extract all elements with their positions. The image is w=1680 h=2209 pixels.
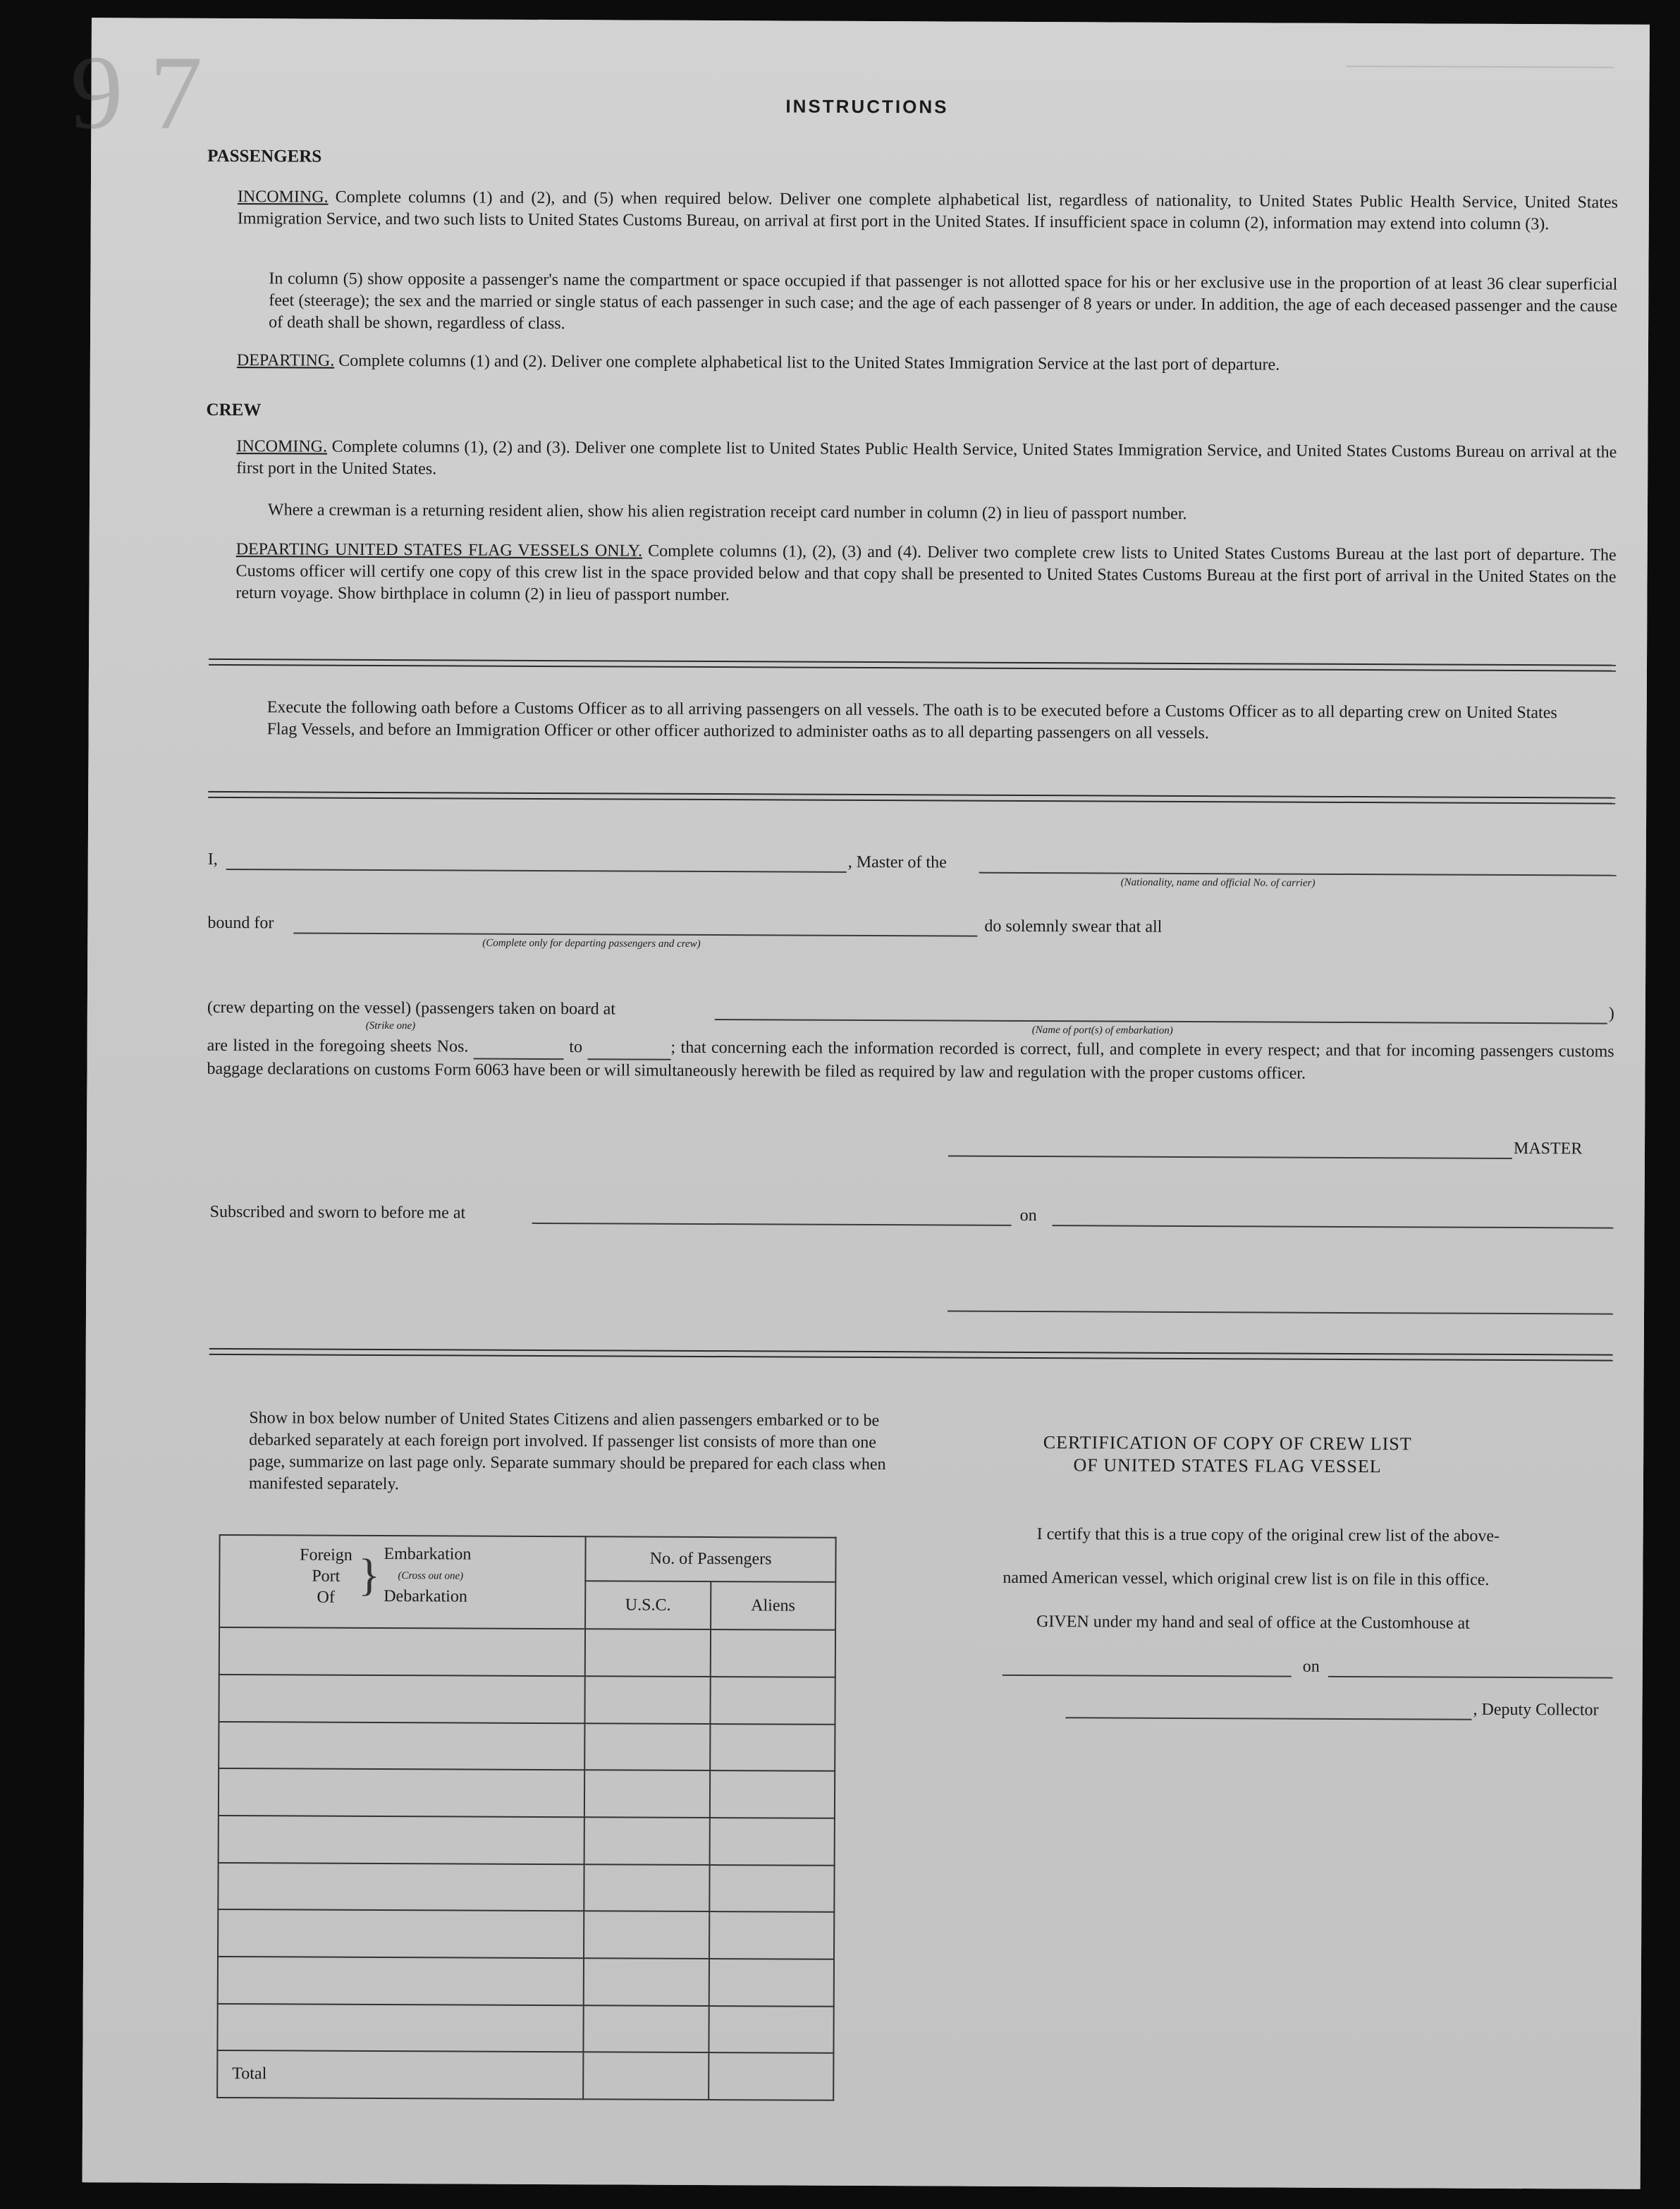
port-cell[interactable] [219,1768,585,1817]
swear-text: do solemnly swear that all [984,917,1163,936]
bleed-through-header [1346,66,1614,160]
port-label [298,1544,354,1608]
master-name-field[interactable] [226,869,847,873]
certification-on-label: on [1302,1657,1320,1676]
listed-text-a: are listed in the foregoing sheets Nos. [207,1036,469,1056]
passengers-incoming-text: Complete columns (1) and (2), and (5) when required below. Deliver one complete alphabetical list, regardless of nationality, to United States Public Health Service, United States Immigration Service, and two such lists to United States Customs Bureau, on arrival at first port in the United States. If insufficient space in column (2), information may extend into column (3). [237,188,1618,234]
aliens-cell[interactable] [709,1911,835,1959]
officer-signature-field[interactable] [948,1310,1613,1314]
passengers-heading: PASSENGERS [207,146,322,166]
usc-cell[interactable] [585,1676,711,1723]
divider [208,797,1615,804]
no-passengers-header: No. of Passengers [586,1536,836,1582]
aliens-cell[interactable] [709,1818,835,1865]
crew-heading: CREW [206,400,262,420]
listed-to-label: to [569,1038,583,1057]
aliens-cell[interactable] [709,1959,834,2006]
page-title: INSTRUCTIONS [785,95,949,118]
foreign-label: Foreign [300,1546,352,1565]
port-cell[interactable] [218,1909,584,1958]
summary-text: Show in box below number of United States Citizens and alien passengers embarked or to be debarked separately at each foreign port involved. If passenger list consists of more than one page, summarize on last page only. Separate summary should be prepared for each class when manifested separately. [248,1409,886,1494]
usc-total-cell[interactable] [583,2052,709,2100]
sworn-on-label: on [1019,1206,1037,1225]
nationality-hint: (Nationality, name and official No. of carrier) [1120,876,1316,889]
port-header-cell [219,1535,586,1629]
subscribed-text: Subscribed and sworn to before me at [209,1202,466,1223]
crew-incoming-label: INCOMING. [236,437,328,456]
brace-icon: } [358,1549,381,1600]
bound-for-hint: (Complete only for departing passengers and crew) [482,937,701,950]
total-label: Total [217,2050,584,2099]
port-cell[interactable] [219,1627,586,1676]
listed-paragraph [207,1035,1614,1087]
usc-cell[interactable] [584,2005,709,2052]
document-sheet [70,18,1650,2189]
sheet-to-field[interactable] [587,1036,670,1060]
usc-cell[interactable] [584,1911,709,1958]
certification-line-3: GIVEN under my hand and seal of office at the Customhouse at [1036,1613,1470,1633]
port-cell[interactable] [218,1957,584,2005]
deputy-signature-field[interactable] [1065,1717,1471,1720]
crew-incoming-text: Complete columns (1), (2) and (3). Deliver one complete list to United States Public Health Service, United States Immigration Service, and United States Customs Bureau on arrival at the first port in the United States. [236,437,1617,479]
certification-line-2: named American vessel, which original crew list is on file in this office. [1003,1568,1490,1589]
aliens-cell[interactable] [709,2006,834,2053]
passengers-departing-text: Complete columns (1) and (2). Deliver one complete alphabetical list to the United States Immigration Service at the last port of departure. [338,351,1280,374]
crew-passengers-text: (crew departing on the vessel) (passengers taken on board at [207,998,616,1019]
master-label: MASTER [1513,1139,1583,1158]
customhouse-field[interactable] [1003,1675,1292,1677]
listed-text-b: ; that concerning each the information recorded is correct, full, and complete in every respect; and that for incoming passengers customs baggage declarations on customs Form 6063 have been or will simultaneously herewith be filed as required by law and regulation with the proper customs officer. [207,1038,1614,1083]
crew-departing-text: Complete columns (1), (2), (3) and (4). Deliver two complete crew lists to United States Customs Bureau at the last port of departure. The Customs officer will certify one copy of this crew list in the space provided below and that copy shall be presented to United States Customs Bureau at the first port of arrival in the United States on the return voyage. Show birthplace in column (2) in lieu of passport number. [235,541,1617,605]
usc-cell[interactable] [584,1958,709,2005]
aliens-cell[interactable] [710,1677,835,1724]
embarkation-port-field[interactable] [715,1019,1607,1024]
aliens-header: Aliens [711,1581,836,1630]
passengers-departing [237,350,1617,378]
port-cell[interactable] [219,1816,585,1864]
sworn-place-field[interactable] [532,1223,1012,1226]
aliens-cell[interactable] [710,1770,835,1818]
crew-resident-text: Where a crewman is a returning resident alien, show his alien registration receipt card number in column (2) in lieu of passport number. [267,501,1187,523]
usc-cell[interactable] [584,1864,710,1911]
port-cell[interactable] [219,1675,585,1723]
debarkation-label: Debarkation [384,1587,467,1606]
certification-heading-2: OF UNITED STATES FLAG VESSEL [1073,1455,1382,1477]
port-hint: (Name of port(s) of embarkation) [1031,1024,1173,1036]
sheet-from-field[interactable] [474,1036,564,1060]
certification-line-1: I certify that this is a true copy of the original crew list of the above- [1036,1525,1500,1546]
passengers-incoming [238,186,1618,236]
aliens-cell[interactable] [710,1724,835,1771]
close-paren: ) [1608,1004,1614,1023]
port-word-label: Port [312,1567,341,1586]
passengers-departing-label: DEPARTING. [236,351,335,370]
usc-header: U.S.C. [585,1581,711,1630]
divider [209,664,1616,672]
crew-departing [235,539,1616,611]
divider [209,1354,1613,1361]
certification-heading-1: CERTIFICATION OF COPY OF CREW LIST [1043,1432,1412,1455]
passengers-column5-text: In column (5) show opposite a passenger's name the compartment or space occupied if that passenger is not allotted space for his or her exclusive use in the proportion of at least 36 clear superficial feet (steerage); the sex and the married or single status of each passenger in such case; and the age of each passenger of 8 years or under. In addition, the age of each deceased passenger and the cause of death shall be shown, regardless of class. [269,269,1618,334]
crew-incoming [236,436,1617,486]
certification-date-field[interactable] [1328,1676,1613,1679]
bound-for-label: bound for [207,913,274,933]
bleed-through-mark: 9 7 [70,34,203,152]
aliens-cell[interactable] [709,1865,835,1912]
strike-one-hint: (Strike one) [365,1020,416,1032]
passengers-incoming-label: INCOMING. [237,188,329,207]
of-label: Of [317,1588,335,1607]
embarkation-label: Embarkation [384,1545,472,1564]
deputy-collector-label: , Deputy Collector [1473,1700,1599,1720]
carrier-field[interactable] [979,872,1617,876]
usc-cell[interactable] [585,1629,711,1676]
oath-i-label: I, [207,850,218,869]
usc-cell[interactable] [584,1770,710,1817]
cross-out-hint: (Cross out one) [398,1570,464,1582]
port-cell[interactable] [219,1722,585,1770]
crew-departing-label: DEPARTING UNITED STATES FLAG VESSELS ONLY. [235,540,643,561]
aliens-total-cell[interactable] [709,2052,834,2100]
sworn-date-field[interactable] [1053,1225,1614,1228]
passenger-summary-table [216,1534,836,2101]
port-cell[interactable] [218,1863,584,1911]
oath-intro: Execute the following oath before a Customs Officer as to all arriving passengers on all vessels. The oath is to be executed before a Customs Officer as to all departing crew on United States Flag Vessels, and before an Immigration Officer or other officer authorized to administer oaths as to all departing passengers on all vessels. [266,698,1557,743]
master-signature-field[interactable] [948,1155,1512,1158]
aliens-cell[interactable] [710,1629,835,1677]
master-of-label: , Master of the [847,852,947,872]
usc-cell[interactable] [584,1817,710,1864]
bound-for-field[interactable] [293,932,977,936]
port-cell[interactable] [217,2004,584,2052]
usc-cell[interactable] [585,1723,711,1770]
